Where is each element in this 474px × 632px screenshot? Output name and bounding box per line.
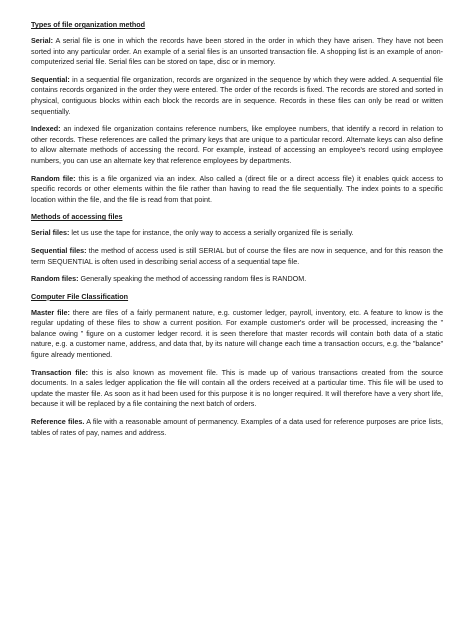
section-file-classification bbox=[31, 292, 443, 439]
term-label: Reference files. bbox=[31, 417, 85, 427]
term-label: Indexed: bbox=[31, 124, 61, 134]
paragraph-indexed bbox=[31, 124, 443, 166]
section-heading: Computer File Classification bbox=[31, 291, 129, 301]
paragraph-serial-files bbox=[31, 228, 443, 239]
paragraph-text: A file with a reasonable amount of permanency. Examples of a data used for reference purposes are price lists, tables of rates of pay, names and address. bbox=[31, 417, 443, 437]
term-label: Master file: bbox=[31, 307, 70, 317]
paragraph-text: the method of access used is still SERIAL but of course the files are now in sequence, and for this reason the term SEQUENTIAL is often used in describing serial access of a sequential tape file. bbox=[31, 245, 443, 266]
paragraph-text: let us use the tape for instance, the only way to access a serially organized file is serially. bbox=[69, 228, 354, 238]
paragraph-text: this is also known as movement file. This is made up of various transactions created from the source documents. In a sales ledger application the file will contain all the orders received at a particular time. This file will be used to update the master file. As soon as it had been used for this purpose it is no longer required. It will therefore have a very short life, because it will be replaced by a file containing the next batch of orders. bbox=[31, 367, 443, 409]
paragraph-master-file bbox=[31, 308, 443, 361]
term-label: Random files: bbox=[31, 274, 79, 284]
section-heading: Methods of accessing files bbox=[31, 212, 123, 222]
paragraph-random-file bbox=[31, 174, 443, 206]
paragraph-text: there are files of a fairly permanent nature, e.g. customer ledger, payroll, inventory, etc. A feature to know is the regular updating of these files to show a current position. For example customer's order will be processed, increasing the ” balance owing ” figure on a customer ledger record. it is seen therefore that master records will contain both data of a static nature, e.g. a customer name, address, and data that, by its nature will change each time a transaction occurs, e.g. the ”balance” figure already mentioned. bbox=[31, 307, 443, 360]
term-label: Serial files: bbox=[31, 228, 70, 238]
paragraph-reference-files bbox=[31, 417, 443, 438]
term-label: Random file: bbox=[31, 173, 76, 183]
paragraph-text: A serial file is one in which the records have been stored in the order in which they have arisen. They have not been sorted into any particular order. An example of a serial files is an unsorted transaction file. A shopping list is an example of anon-computerized serial file. Serial files can be stored on tape, disc or in memory. bbox=[31, 36, 443, 67]
paragraph-text: in a sequential file organization, records are organized in the sequence by which they were added. A sequential file contains records organized in the order they were entered. The order of the records is fixed. The records are stored and sorted in physical, contiguous blocks within each block the records are in sequence. Records in these files can only be read or written sequentially. bbox=[31, 74, 443, 116]
paragraph-serial bbox=[31, 36, 443, 68]
paragraph-sequential bbox=[31, 75, 443, 117]
paragraph-sequential-files bbox=[31, 246, 443, 267]
section-accessing-files bbox=[31, 212, 443, 284]
paragraph-transaction-file bbox=[31, 368, 443, 410]
term-label: Serial: bbox=[31, 36, 53, 45]
term-label: Sequential files: bbox=[31, 245, 87, 255]
term-label: Sequential: bbox=[31, 74, 70, 84]
section-heading: Types of file organization method bbox=[31, 20, 146, 29]
paragraph-text: Generally speaking the method of accessing random files is RANDOM. bbox=[78, 274, 307, 284]
term-label: Transaction file: bbox=[31, 367, 89, 377]
paragraph-text: an indexed file organization contains reference numbers, like employee numbers, that identify a record in relation to other records. These references are called the primary keys that are unique to a particular record. Alternate keys can also define to allow alternate methods of accessing the record. For example, instead of accessing an employee's record using employee numbers, you can use an alternate key that reference employees by departments. bbox=[31, 124, 443, 165]
paragraph-random-files bbox=[31, 274, 443, 285]
section-file-organization bbox=[31, 20, 443, 205]
paragraph-text: this is a file organized via an index. Also called a (direct file or a direct access file) it enables quick access to specific records or other elements within the file rather than having to read the file sequentially. The index points to a specific location within the file, and the file is read from that point. bbox=[31, 173, 443, 204]
